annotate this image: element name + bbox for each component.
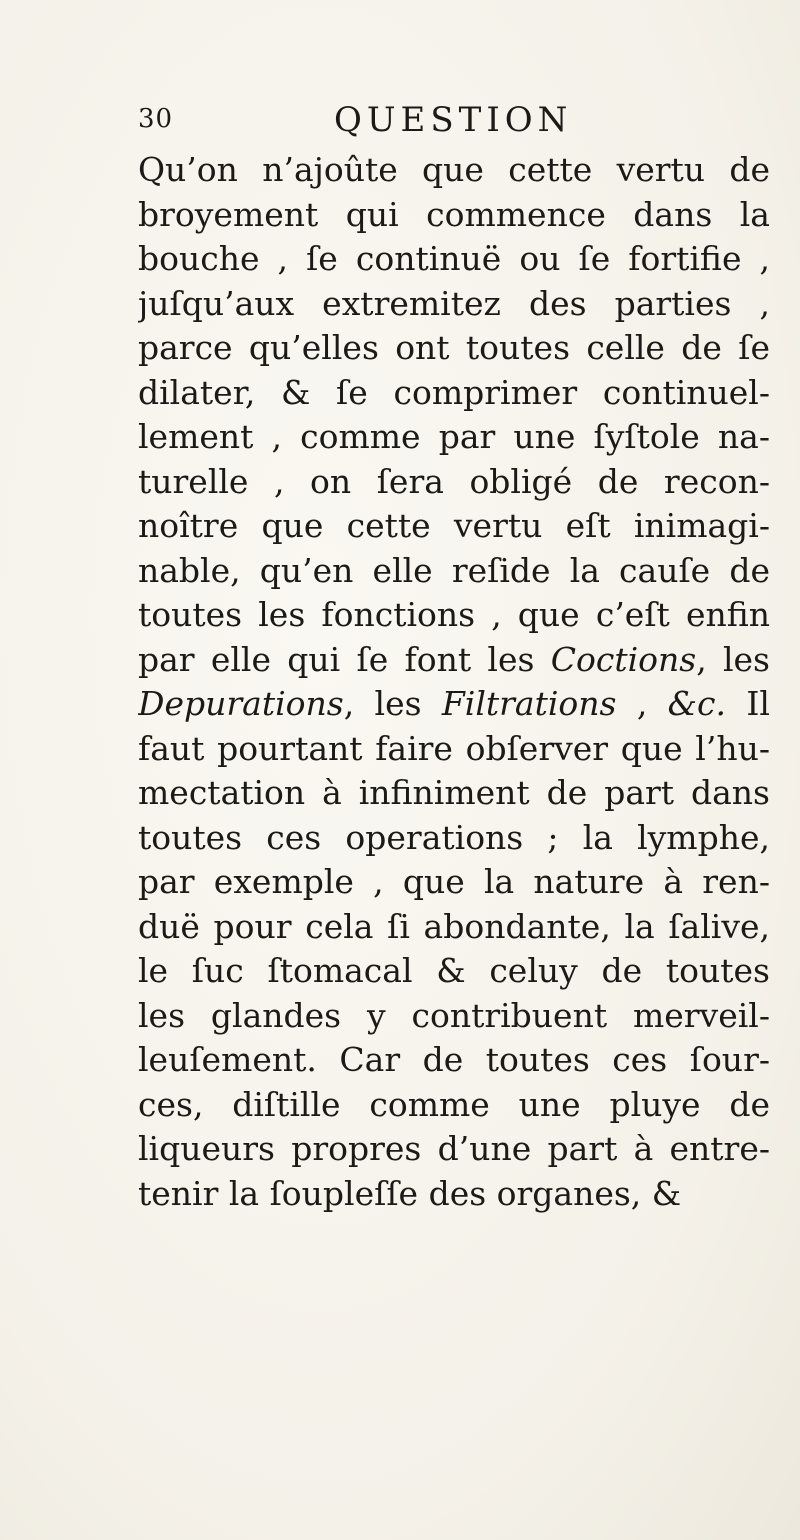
- text-line: [138, 326, 770, 371]
- page-header: [138, 100, 738, 150]
- text-segment: Qu’on n’ajoûte que cette vertu de: [138, 150, 770, 189]
- text-line: [138, 1038, 770, 1083]
- text-line: [138, 504, 770, 549]
- text-segment: toutes ces operations ; la lymphe,: [138, 817, 770, 857]
- text-line: [138, 994, 770, 1039]
- text-line: [138, 727, 770, 772]
- italic-term: &c.: [667, 684, 727, 723]
- text-line: [138, 816, 770, 861]
- text-segment: juſqu’aux extremitez des parties ,: [138, 283, 770, 323]
- italic-term: Depurations: [138, 684, 344, 723]
- text-segment: leuſement. Car de toutes ces ſour-: [138, 1040, 770, 1079]
- text-line: [138, 371, 770, 416]
- text-segment: , les: [343, 684, 442, 723]
- text-segment: turelle , on ſera obligé de recon-: [138, 461, 770, 501]
- text-line: [138, 282, 770, 327]
- page-number: 30: [138, 104, 174, 134]
- body-text: [138, 148, 770, 1216]
- text-segment: lement , comme par une ſyſtole na-: [138, 417, 770, 456]
- text-segment: le ſuc ſtomacal & celuy de toutes: [138, 951, 770, 990]
- text-segment: ,: [616, 684, 668, 723]
- text-segment: faut pourtant faire obſerver que l’hu-: [138, 728, 770, 768]
- text-line: [138, 1127, 770, 1172]
- text-segment: mectation à infiniment de part dans: [138, 773, 770, 812]
- text-line: [138, 905, 770, 950]
- text-segment: bouche , ſe continuë ou ſe fortifie ,: [138, 239, 770, 278]
- text-line: [138, 148, 770, 193]
- text-line: [138, 949, 770, 994]
- text-segment: les glandes y contribuent merveil-: [138, 995, 770, 1035]
- text-line: [138, 860, 770, 905]
- text-line: [138, 771, 770, 816]
- text-segment: parce qu’elles ont toutes celle de ſe: [138, 328, 770, 367]
- text-segment: , les: [696, 639, 770, 679]
- text-line: [138, 460, 770, 505]
- italic-term: Filtrations: [441, 684, 617, 723]
- text-line: [138, 682, 770, 727]
- text-segment: broyement qui commence dans la: [138, 194, 770, 234]
- text-line: [138, 193, 770, 238]
- text-segment: toutes les fonctions , que c’eſt enfin: [138, 595, 770, 634]
- running-title: QUESTION: [334, 100, 573, 140]
- text-segment: liqueurs propres d’une part à entre-: [138, 1129, 770, 1168]
- text-line: [138, 638, 770, 683]
- text-line: [138, 415, 770, 460]
- text-line: [138, 1172, 770, 1217]
- text-line: [138, 549, 770, 594]
- text-segment: nable, qu’en elle reſide la cauſe de: [138, 550, 770, 590]
- text-segment: noître que cette vertu eſt inimagi-: [138, 506, 770, 545]
- text-line: [138, 593, 770, 638]
- text-segment: par exemple , que la nature à ren-: [138, 862, 770, 901]
- text-segment: duë pour cela ſi abondante, la ſalive,: [138, 906, 770, 946]
- italic-term: Coctions: [550, 639, 697, 679]
- text-line: [138, 237, 770, 282]
- text-segment: tenir la ſoupleſſe des organes, &: [138, 1173, 682, 1213]
- text-segment: ces, diſtille comme une pluye de: [138, 1084, 770, 1124]
- text-segment: Il: [726, 684, 770, 723]
- text-line: [138, 1083, 770, 1128]
- text-segment: dilater, & ſe comprimer continuel-: [138, 372, 770, 412]
- text-segment: par elle qui ſe font les: [138, 639, 551, 679]
